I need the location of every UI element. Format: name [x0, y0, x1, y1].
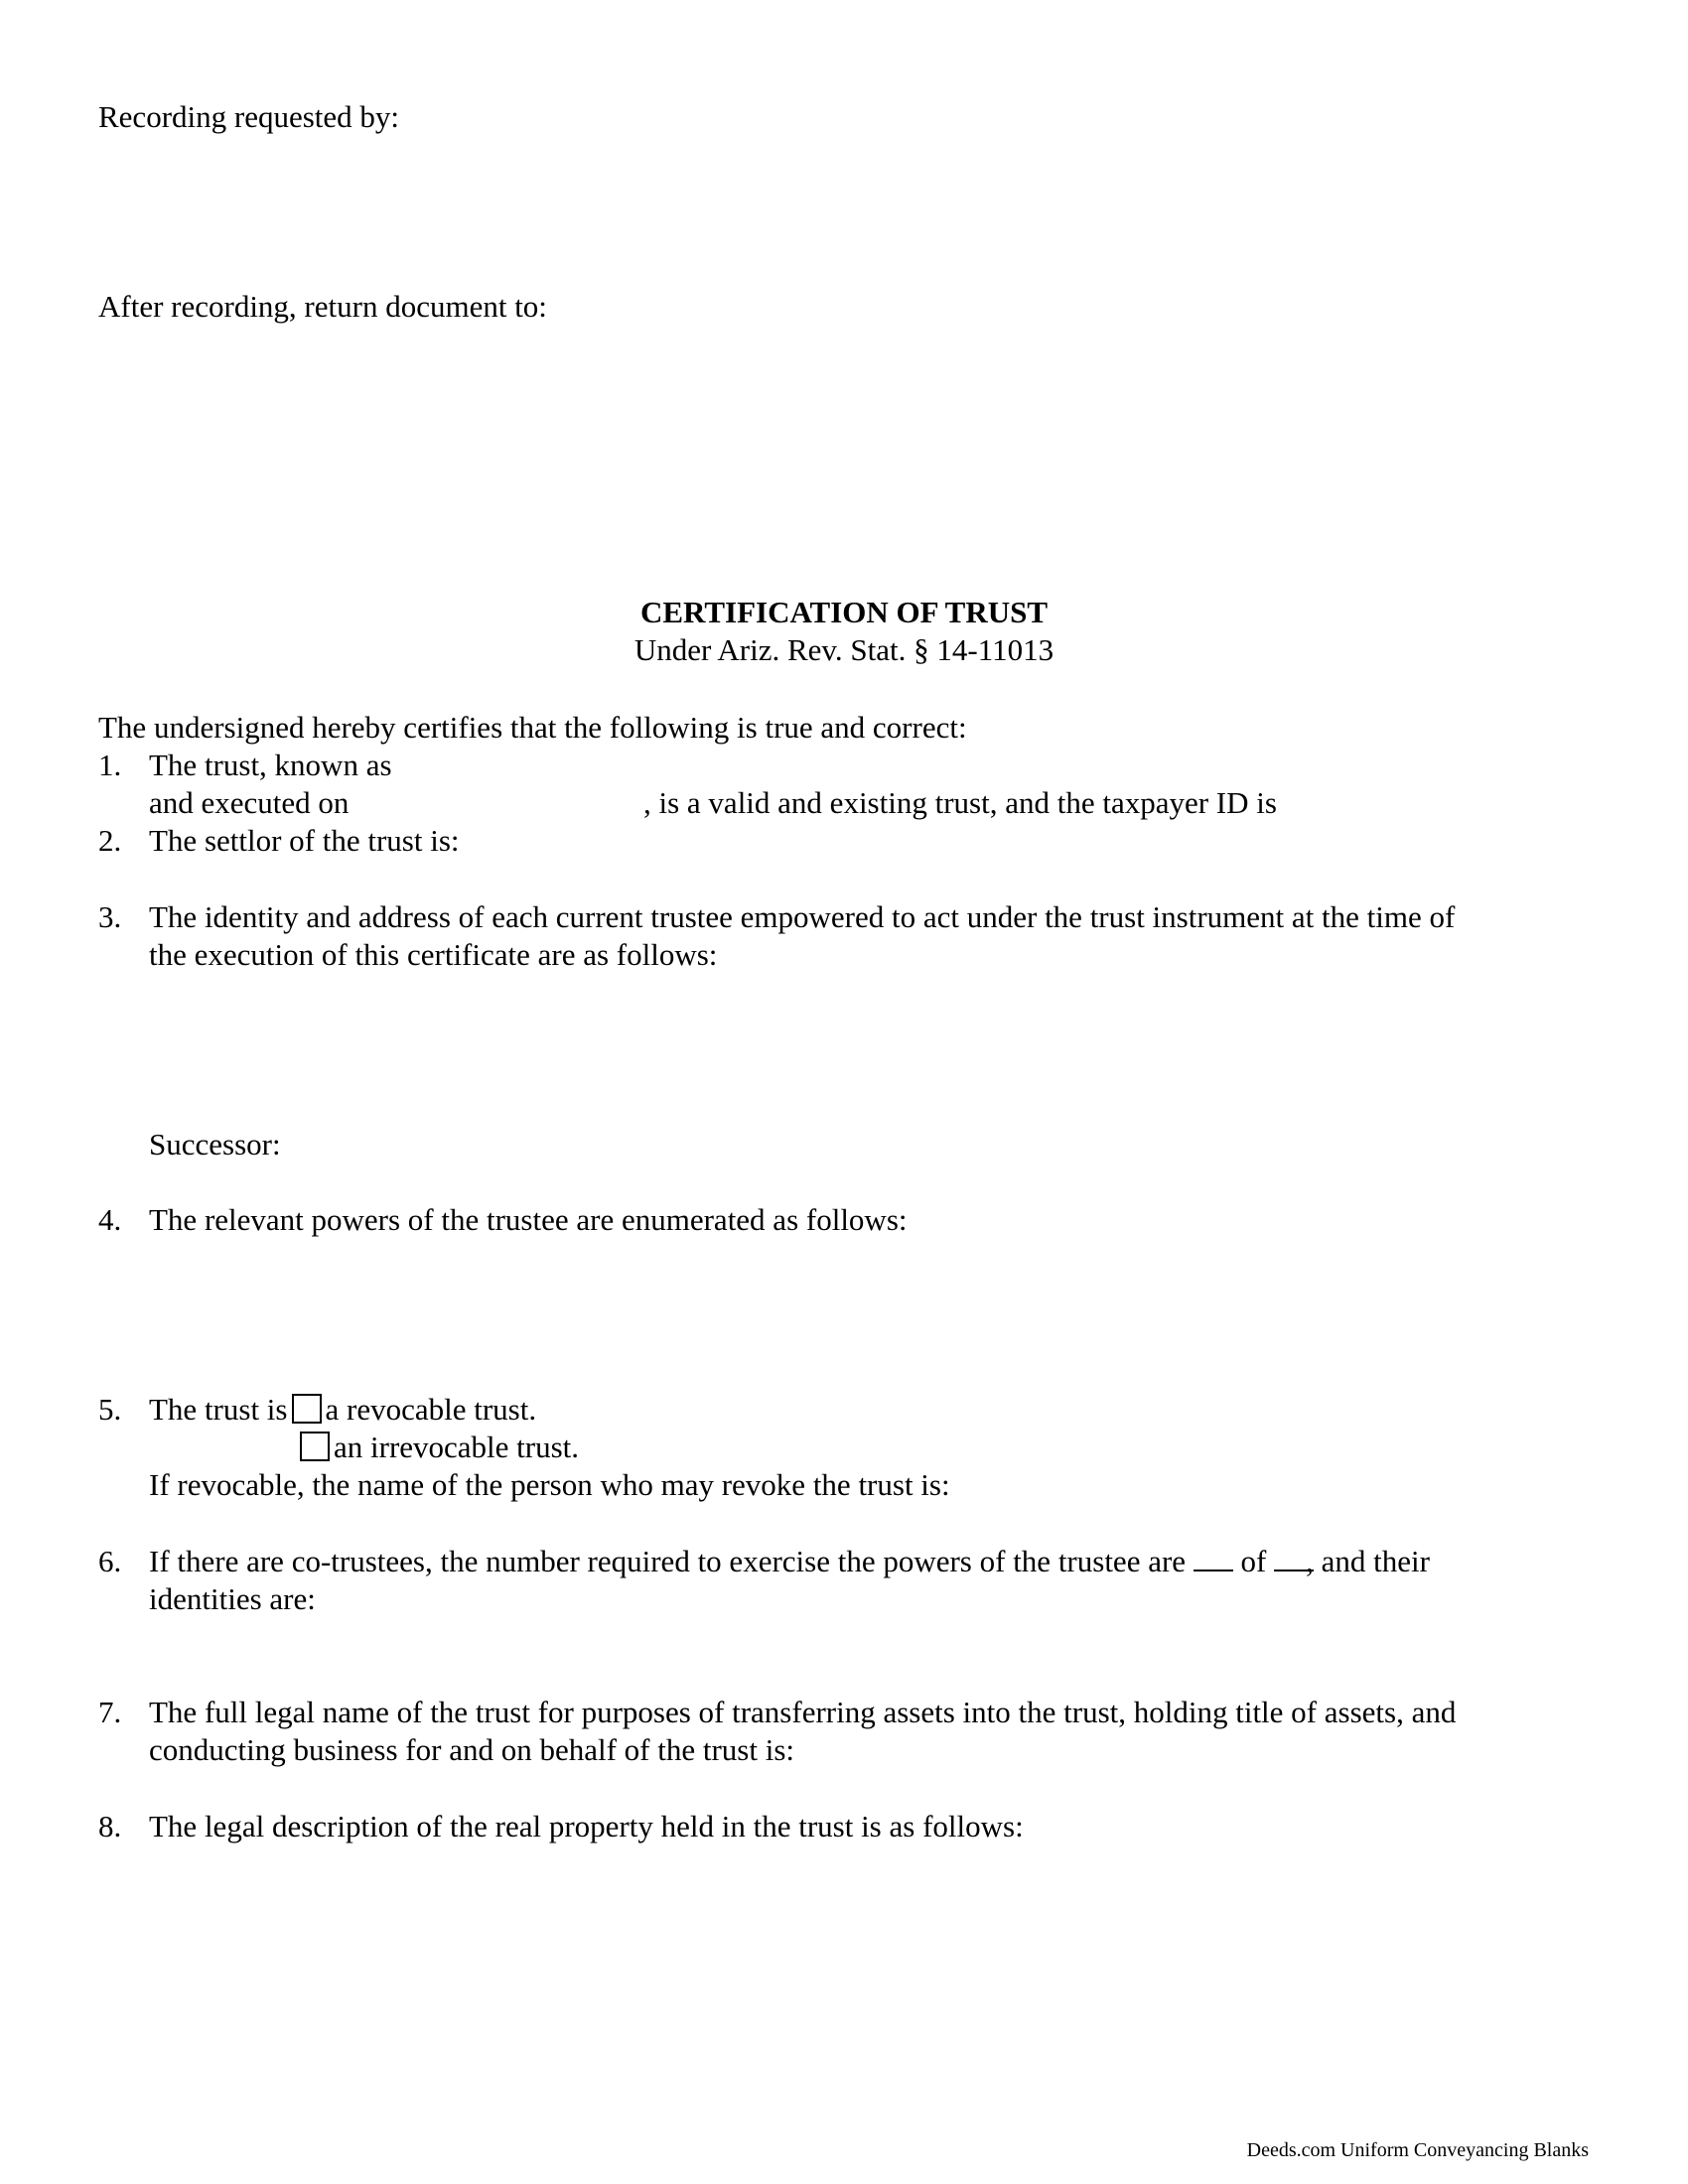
- footer-credit: Deeds.com Uniform Conveyancing Blanks: [1246, 2139, 1589, 2161]
- item-3-number: 3.: [98, 899, 122, 934]
- item-6-number: 6.: [98, 1544, 122, 1578]
- intro-text: The undersigned hereby certifies that the following is true and correct:: [98, 710, 967, 745]
- item-5-line-3: If revocable, the name of the person who may revoke the trust is:: [149, 1467, 950, 1502]
- document-subtitle: Under Ariz. Rev. Stat. § 14-11013: [633, 632, 1055, 667]
- item-4-text: The relevant powers of the trustee are enumerated as follows:: [149, 1202, 908, 1237]
- item-1-number: 1.: [98, 748, 122, 782]
- item-2-number: 2.: [98, 823, 122, 858]
- item-5-option-revocable: [149, 1392, 536, 1428]
- irrevocable-label: an irrevocable trust.: [334, 1430, 580, 1464]
- item-1-line-1: The trust, known as: [149, 748, 392, 782]
- item-1-line-2b: , is a valid and existing trust, and the taxpayer ID is: [643, 785, 1277, 820]
- item-3-line-2: the execution of this certificate are as follows:: [149, 937, 718, 972]
- item-8-text: The legal description of the real property held in the trust is as follows:: [149, 1809, 1024, 1843]
- item-7-line-2: conducting business for and on behalf of the trust is:: [149, 1732, 795, 1767]
- item-7-line-1: The full legal name of the trust for purposes of transferring assets into the trust, holding title of assets, and: [149, 1695, 1457, 1729]
- item-6-line-2: identities are:: [149, 1581, 316, 1616]
- item-5-number: 5.: [98, 1392, 122, 1427]
- item-6-of: of: [1240, 1544, 1267, 1578]
- item-8-number: 8.: [98, 1809, 122, 1843]
- item-5-option-irrevocable: [298, 1430, 579, 1465]
- return-to-label: After recording, return document to:: [98, 289, 547, 324]
- successor-label: Successor:: [149, 1127, 281, 1161]
- recording-requested-label: Recording requested by:: [98, 99, 400, 134]
- revocable-label: a revocable trust.: [325, 1392, 537, 1427]
- item-6-text-b: , and their: [1306, 1544, 1430, 1578]
- revocable-checkbox[interactable]: [292, 1394, 322, 1424]
- item-1-line-2a: and executed on: [149, 785, 350, 820]
- item-6-line-1: [149, 1544, 1430, 1579]
- item-2-text: The settlor of the trust is:: [149, 823, 460, 858]
- item-7-number: 7.: [98, 1695, 122, 1729]
- item-4-number: 4.: [98, 1202, 122, 1237]
- item-5-prefix: The trust is: [149, 1392, 288, 1427]
- co-trustee-required-blank[interactable]: [1194, 1544, 1233, 1571]
- document-title: CERTIFICATION OF TRUST: [639, 595, 1049, 629]
- item-6-text-a: If there are co-trustees, the number required to exercise the powers of the trustee are: [149, 1544, 1187, 1578]
- item-3-line-1: The identity and address of each current trustee empowered to act under the trust instrument at the time of: [149, 899, 1456, 934]
- irrevocable-checkbox[interactable]: [300, 1432, 330, 1461]
